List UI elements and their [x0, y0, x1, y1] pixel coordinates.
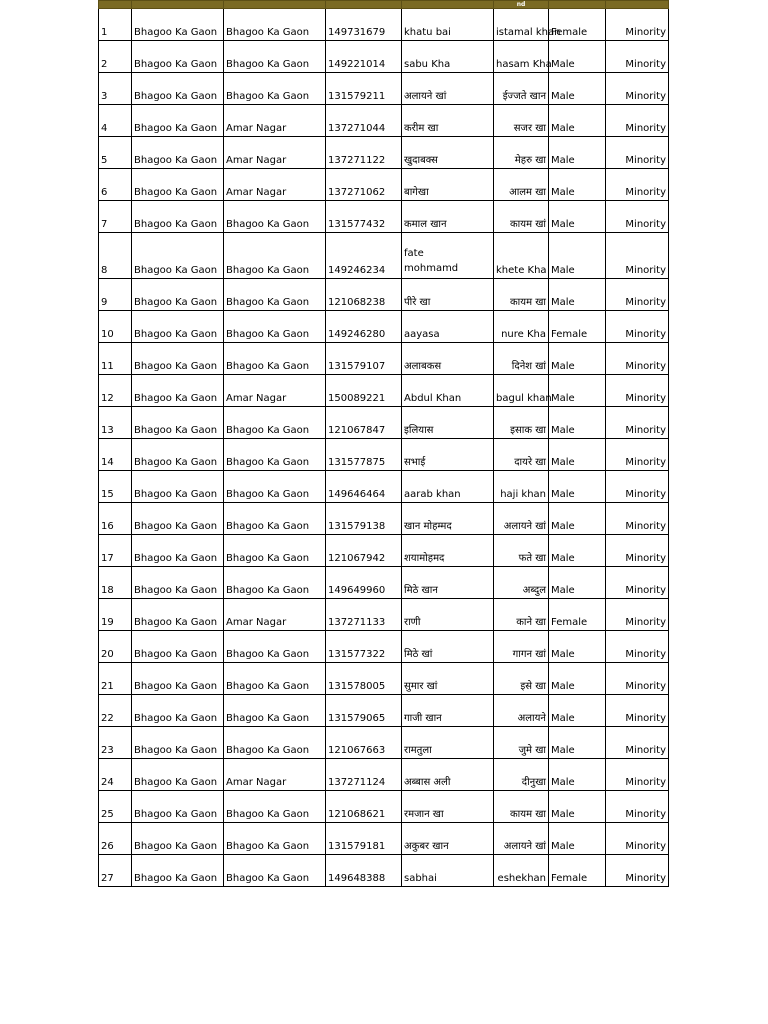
serial-number-cell: 22: [99, 695, 132, 727]
beneficiary-name-cell: पीरे खा: [402, 279, 494, 311]
father-name-cell: दायरे खा: [494, 439, 549, 471]
category-cell: Minority: [606, 471, 669, 503]
beneficiary-name-cell: sabu Kha: [402, 41, 494, 73]
gender-cell: Male: [549, 759, 606, 791]
serial-number-cell: 8: [99, 233, 132, 279]
id-number-cell: 131579181: [326, 823, 402, 855]
serial-number-cell: 1: [99, 9, 132, 41]
id-number-cell: 137271133: [326, 599, 402, 631]
table-row: [99, 567, 669, 599]
id-number-cell: 131579065: [326, 695, 402, 727]
gram-panchayat-cell: Bhagoo Ka Gaon: [132, 599, 224, 631]
id-number-cell: 121068238: [326, 279, 402, 311]
father-name-cell: कायम खा: [494, 791, 549, 823]
serial-number-cell: 20: [99, 631, 132, 663]
header-row: [99, 1, 669, 9]
beneficiary-name-cell: इलियास: [402, 407, 494, 439]
category-cell: Minority: [606, 279, 669, 311]
id-number-cell: 121067847: [326, 407, 402, 439]
category-cell: Minority: [606, 41, 669, 73]
category-cell: Minority: [606, 631, 669, 663]
gram-panchayat-cell: Bhagoo Ka Gaon: [132, 567, 224, 599]
village-cell: Bhagoo Ka Gaon: [224, 279, 326, 311]
gram-panchayat-cell: Bhagoo Ka Gaon: [132, 695, 224, 727]
serial-number-cell: 18: [99, 567, 132, 599]
id-number-cell: 137271124: [326, 759, 402, 791]
gender-cell: Male: [549, 471, 606, 503]
beneficiary-name-cell: कमाल खान: [402, 201, 494, 233]
father-name-cell: इसाक खा: [494, 407, 549, 439]
category-cell: Minority: [606, 375, 669, 407]
serial-number-cell: 26: [99, 823, 132, 855]
beneficiary-name-cell: खान मोहम्मद: [402, 503, 494, 535]
village-cell: Bhagoo Ka Gaon: [224, 343, 326, 375]
gram-panchayat-cell: Bhagoo Ka Gaon: [132, 535, 224, 567]
serial-number-cell: 11: [99, 343, 132, 375]
table-row: [99, 503, 669, 535]
serial-number-cell: 13: [99, 407, 132, 439]
name-line: fate: [404, 248, 424, 259]
table-row: [99, 599, 669, 631]
gram-panchayat-cell: Bhagoo Ka Gaon: [132, 759, 224, 791]
table-row: [99, 631, 669, 663]
id-number-cell: 121067942: [326, 535, 402, 567]
village-cell: Amar Nagar: [224, 137, 326, 169]
village-cell: Bhagoo Ka Gaon: [224, 663, 326, 695]
table-row: [99, 169, 669, 201]
table-row: [99, 471, 669, 503]
id-number-cell: 131578005: [326, 663, 402, 695]
header-cell: [549, 1, 606, 9]
table-row: [99, 791, 669, 823]
id-number-cell: 121068621: [326, 791, 402, 823]
village-cell: Bhagoo Ka Gaon: [224, 535, 326, 567]
beneficiary-name-cell: मिठे खां: [402, 631, 494, 663]
table-row: [99, 407, 669, 439]
gram-panchayat-cell: Bhagoo Ka Gaon: [132, 791, 224, 823]
village-cell: Bhagoo Ka Gaon: [224, 9, 326, 41]
village-cell: Bhagoo Ka Gaon: [224, 41, 326, 73]
gender-cell: Male: [549, 169, 606, 201]
village-cell: Bhagoo Ka Gaon: [224, 823, 326, 855]
gram-panchayat-cell: Bhagoo Ka Gaon: [132, 9, 224, 41]
table-row: [99, 535, 669, 567]
table-row: [99, 279, 669, 311]
id-number-cell: 121067663: [326, 727, 402, 759]
id-number-cell: 131579107: [326, 343, 402, 375]
header-cell: [402, 1, 494, 9]
beneficiary-name-cell: करीम खा: [402, 105, 494, 137]
father-name-cell: काने खा: [494, 599, 549, 631]
id-number-cell: 131579211: [326, 73, 402, 105]
id-number-cell: 131577322: [326, 631, 402, 663]
category-cell: Minority: [606, 503, 669, 535]
village-cell: Bhagoo Ka Gaon: [224, 567, 326, 599]
gender-cell: Male: [549, 137, 606, 169]
id-number-cell: 131579138: [326, 503, 402, 535]
category-cell: Minority: [606, 727, 669, 759]
id-number-cell: 137271062: [326, 169, 402, 201]
serial-number-cell: 5: [99, 137, 132, 169]
beneficiary-name-cell: सभाई: [402, 439, 494, 471]
gender-cell: Female: [549, 311, 606, 343]
gender-cell: Male: [549, 439, 606, 471]
id-number-cell: 149648388: [326, 855, 402, 887]
village-cell: Bhagoo Ka Gaon: [224, 407, 326, 439]
father-name-cell: दिनेश खां: [494, 343, 549, 375]
serial-number-cell: 12: [99, 375, 132, 407]
gender-cell: Male: [549, 375, 606, 407]
gram-panchayat-cell: Bhagoo Ka Gaon: [132, 823, 224, 855]
gram-panchayat-cell: Bhagoo Ka Gaon: [132, 233, 224, 279]
gender-cell: Male: [549, 631, 606, 663]
id-number-cell: 149221014: [326, 41, 402, 73]
category-cell: Minority: [606, 233, 669, 279]
gram-panchayat-cell: Bhagoo Ka Gaon: [132, 279, 224, 311]
category-cell: Minority: [606, 137, 669, 169]
table-row: [99, 439, 669, 471]
village-cell: Bhagoo Ka Gaon: [224, 439, 326, 471]
beneficiary-name-cell: सुमार खां: [402, 663, 494, 695]
beneficiary-name-cell: sabhai: [402, 855, 494, 887]
table-body: [99, 9, 669, 887]
serial-number-cell: 24: [99, 759, 132, 791]
table-row: [99, 855, 669, 887]
serial-number-cell: 16: [99, 503, 132, 535]
table-row: [99, 727, 669, 759]
gram-panchayat-cell: Bhagoo Ka Gaon: [132, 407, 224, 439]
father-name-cell: अलायने खां: [494, 503, 549, 535]
father-name-cell: eshekhan: [494, 855, 549, 887]
serial-number-cell: 10: [99, 311, 132, 343]
serial-number-cell: 7: [99, 201, 132, 233]
gram-panchayat-cell: Bhagoo Ka Gaon: [132, 471, 224, 503]
gram-panchayat-cell: Bhagoo Ka Gaon: [132, 375, 224, 407]
gram-panchayat-cell: Bhagoo Ka Gaon: [132, 343, 224, 375]
category-cell: Minority: [606, 567, 669, 599]
father-name-cell: इसे खा: [494, 663, 549, 695]
father-name-cell: nure Kha: [494, 311, 549, 343]
category-cell: Minority: [606, 695, 669, 727]
father-name-cell: ईज्जते खान: [494, 73, 549, 105]
category-cell: Minority: [606, 823, 669, 855]
village-cell: Bhagoo Ka Gaon: [224, 695, 326, 727]
beneficiary-name-cell: अकुबर खान: [402, 823, 494, 855]
father-name-cell: istamal khan: [494, 9, 549, 41]
father-name-cell: haji khan: [494, 471, 549, 503]
father-name-cell: bagul khan: [494, 375, 549, 407]
beneficiary-name-cell: रामतुला: [402, 727, 494, 759]
table-row: [99, 201, 669, 233]
serial-number-cell: 14: [99, 439, 132, 471]
serial-number-cell: 27: [99, 855, 132, 887]
id-number-cell: 131577432: [326, 201, 402, 233]
beneficiary-name-cell: अब्बास अली: [402, 759, 494, 791]
gram-panchayat-cell: Bhagoo Ka Gaon: [132, 169, 224, 201]
serial-number-cell: 6: [99, 169, 132, 201]
gram-panchayat-cell: Bhagoo Ka Gaon: [132, 503, 224, 535]
gender-cell: Male: [549, 791, 606, 823]
village-cell: Bhagoo Ka Gaon: [224, 791, 326, 823]
gram-panchayat-cell: Bhagoo Ka Gaon: [132, 201, 224, 233]
beneficiary-name-cell: राणी: [402, 599, 494, 631]
header-cell: [224, 1, 326, 9]
father-name-cell: khete Kha: [494, 233, 549, 279]
category-cell: Minority: [606, 201, 669, 233]
id-number-cell: 137271122: [326, 137, 402, 169]
category-cell: Minority: [606, 311, 669, 343]
father-name-cell: कायम खां: [494, 201, 549, 233]
gram-panchayat-cell: Bhagoo Ka Gaon: [132, 105, 224, 137]
name-line: mohmamd: [404, 263, 459, 274]
father-name-cell: अब्दुल: [494, 567, 549, 599]
category-cell: Minority: [606, 439, 669, 471]
beneficiary-name-cell: aarab khan: [402, 471, 494, 503]
serial-number-cell: 9: [99, 279, 132, 311]
table-row: [99, 695, 669, 727]
beneficiary-name-cell: खुदाबक्स: [402, 137, 494, 169]
serial-number-cell: 15: [99, 471, 132, 503]
header-cell: nd: [494, 1, 549, 9]
gender-cell: Male: [549, 727, 606, 759]
village-cell: Amar Nagar: [224, 599, 326, 631]
table-row: [99, 343, 669, 375]
gender-cell: Male: [549, 343, 606, 375]
gram-panchayat-cell: Bhagoo Ka Gaon: [132, 855, 224, 887]
village-cell: Bhagoo Ka Gaon: [224, 311, 326, 343]
beneficiary-name-cell: अलायने खां: [402, 73, 494, 105]
father-name-cell: सजर खा: [494, 105, 549, 137]
serial-number-cell: 2: [99, 41, 132, 73]
table-row: [99, 137, 669, 169]
beneficiary-name-cell: khatu bai: [402, 9, 494, 41]
father-name-cell: अलायने खां: [494, 823, 549, 855]
father-name-cell: अलायने: [494, 695, 549, 727]
header-cell: [132, 1, 224, 9]
category-cell: Minority: [606, 599, 669, 631]
village-cell: Bhagoo Ka Gaon: [224, 727, 326, 759]
gender-cell: Male: [549, 503, 606, 535]
header-cell: [326, 1, 402, 9]
gram-panchayat-cell: Bhagoo Ka Gaon: [132, 631, 224, 663]
category-cell: Minority: [606, 73, 669, 105]
serial-number-cell: 17: [99, 535, 132, 567]
serial-number-cell: 23: [99, 727, 132, 759]
serial-number-cell: 21: [99, 663, 132, 695]
gender-cell: Male: [549, 407, 606, 439]
table-row: [99, 375, 669, 407]
gender-cell: Male: [549, 201, 606, 233]
gram-panchayat-cell: Bhagoo Ka Gaon: [132, 137, 224, 169]
village-cell: Bhagoo Ka Gaon: [224, 73, 326, 105]
village-cell: Bhagoo Ka Gaon: [224, 471, 326, 503]
father-name-cell: जुमे खा: [494, 727, 549, 759]
gram-panchayat-cell: Bhagoo Ka Gaon: [132, 73, 224, 105]
beneficiary-name-cell: Abdul Khan: [402, 375, 494, 407]
category-cell: Minority: [606, 9, 669, 41]
gender-cell: Male: [549, 567, 606, 599]
gender-cell: Male: [549, 663, 606, 695]
table-row: [99, 41, 669, 73]
father-name-cell: दीनुखा: [494, 759, 549, 791]
gender-cell: Female: [549, 9, 606, 41]
gender-cell: Male: [549, 535, 606, 567]
serial-number-cell: 3: [99, 73, 132, 105]
id-number-cell: 137271044: [326, 105, 402, 137]
category-cell: Minority: [606, 343, 669, 375]
village-cell: Bhagoo Ka Gaon: [224, 233, 326, 279]
header-cell: [99, 1, 132, 9]
table-row: [99, 9, 669, 41]
id-number-cell: 149649960: [326, 567, 402, 599]
id-number-cell: 131577875: [326, 439, 402, 471]
gender-cell: Male: [549, 233, 606, 279]
beneficiary-table: [98, 0, 669, 887]
gender-cell: Male: [549, 105, 606, 137]
father-name-cell: आलम खा: [494, 169, 549, 201]
gram-panchayat-cell: Bhagoo Ka Gaon: [132, 41, 224, 73]
father-name-cell: मेहरु खा: [494, 137, 549, 169]
village-cell: Bhagoo Ka Gaon: [224, 201, 326, 233]
gram-panchayat-cell: Bhagoo Ka Gaon: [132, 311, 224, 343]
category-cell: Minority: [606, 663, 669, 695]
table-row: [99, 233, 669, 279]
id-number-cell: 149646464: [326, 471, 402, 503]
beneficiary-name-cell: गाजी खान: [402, 695, 494, 727]
category-cell: Minority: [606, 169, 669, 201]
table-row: [99, 823, 669, 855]
category-cell: Minority: [606, 407, 669, 439]
beneficiary-name-cell: शयामोहमद: [402, 535, 494, 567]
beneficiary-name-cell: [402, 233, 494, 279]
header-cell: [606, 1, 669, 9]
gender-cell: Female: [549, 855, 606, 887]
gender-cell: Male: [549, 823, 606, 855]
gender-cell: Male: [549, 41, 606, 73]
gram-panchayat-cell: Bhagoo Ka Gaon: [132, 727, 224, 759]
gender-cell: Male: [549, 695, 606, 727]
gram-panchayat-cell: Bhagoo Ka Gaon: [132, 439, 224, 471]
beneficiary-name-cell: रमजान खा: [402, 791, 494, 823]
gender-cell: Female: [549, 599, 606, 631]
village-cell: Bhagoo Ka Gaon: [224, 631, 326, 663]
category-cell: Minority: [606, 855, 669, 887]
serial-number-cell: 4: [99, 105, 132, 137]
father-name-cell: कायम खा: [494, 279, 549, 311]
village-cell: Amar Nagar: [224, 169, 326, 201]
id-number-cell: 149246280: [326, 311, 402, 343]
id-number-cell: 149246234: [326, 233, 402, 279]
serial-number-cell: 19: [99, 599, 132, 631]
table-row: [99, 311, 669, 343]
gender-cell: Male: [549, 73, 606, 105]
category-cell: Minority: [606, 535, 669, 567]
father-name-cell: hasam Kha: [494, 41, 549, 73]
gender-cell: Male: [549, 279, 606, 311]
father-name-cell: फते खा: [494, 535, 549, 567]
father-name-cell: गागन खां: [494, 631, 549, 663]
beneficiary-name-cell: मिठे खान: [402, 567, 494, 599]
table-row: [99, 105, 669, 137]
table-row: [99, 663, 669, 695]
beneficiary-name-cell: बागेखा: [402, 169, 494, 201]
table-row: [99, 759, 669, 791]
village-cell: Amar Nagar: [224, 105, 326, 137]
village-cell: Amar Nagar: [224, 759, 326, 791]
beneficiary-name-cell: aayasa: [402, 311, 494, 343]
id-number-cell: 149731679: [326, 9, 402, 41]
category-cell: Minority: [606, 791, 669, 823]
category-cell: Minority: [606, 759, 669, 791]
id-number-cell: 150089221: [326, 375, 402, 407]
category-cell: Minority: [606, 105, 669, 137]
gram-panchayat-cell: Bhagoo Ka Gaon: [132, 663, 224, 695]
village-cell: Bhagoo Ka Gaon: [224, 855, 326, 887]
table-row: [99, 73, 669, 105]
village-cell: Amar Nagar: [224, 375, 326, 407]
serial-number-cell: 25: [99, 791, 132, 823]
village-cell: Bhagoo Ka Gaon: [224, 503, 326, 535]
beneficiary-name-cell: अलाबकस: [402, 343, 494, 375]
